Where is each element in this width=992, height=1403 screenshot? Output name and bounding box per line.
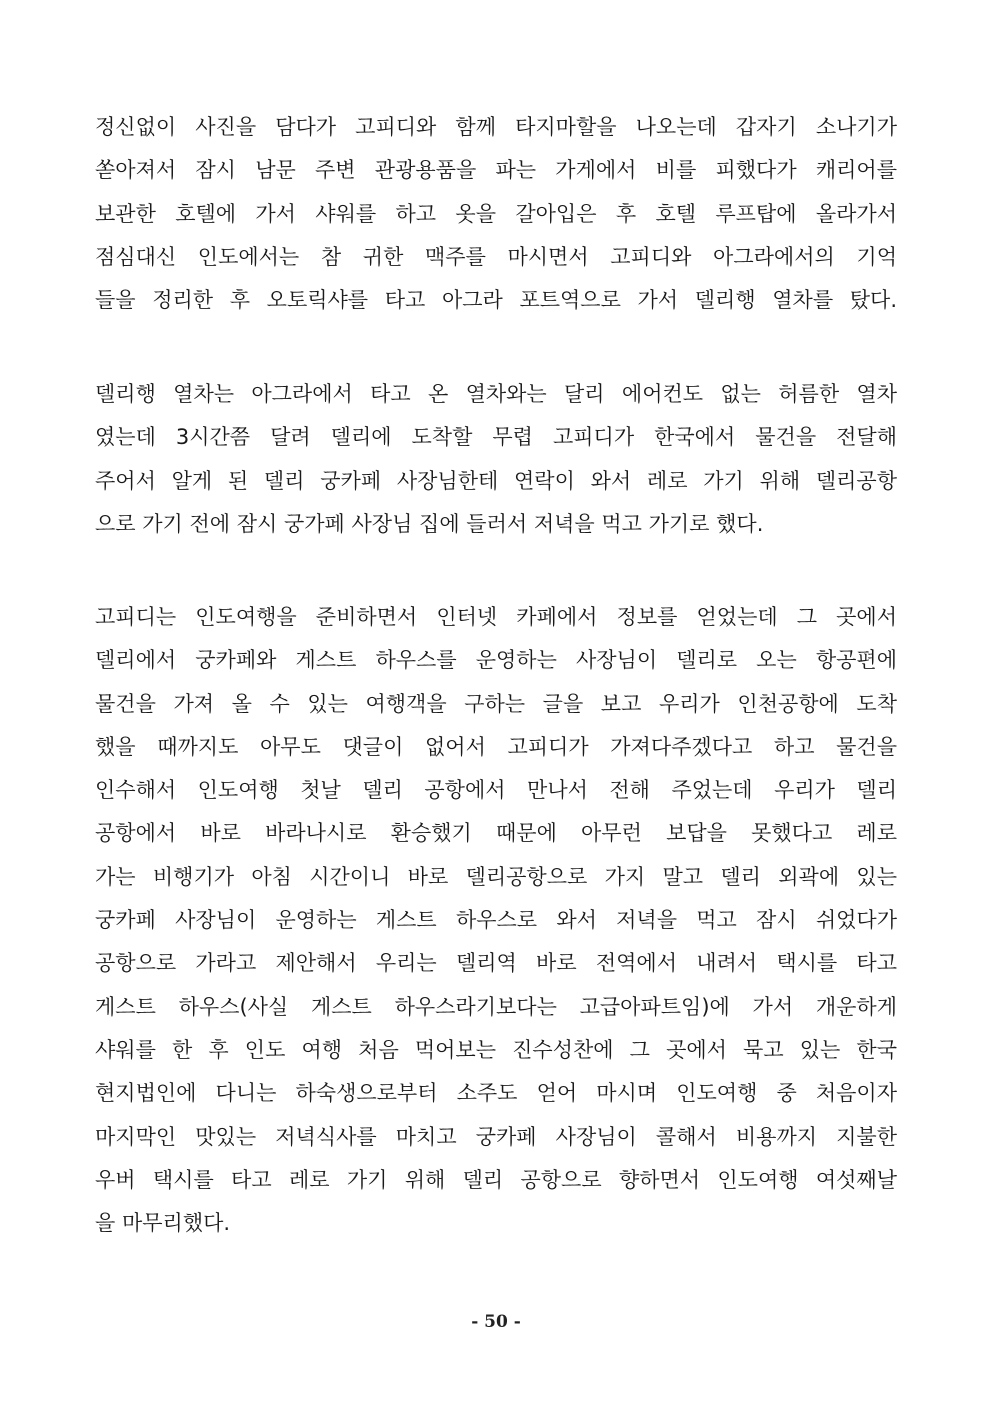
text-line: 샤워를 한 후 인도 여행 처음 먹어보는 진수성찬에 그 곳에서 묵고 있는 한국	[95, 1037, 897, 1062]
text-line: 들을 정리한 후 오토릭샤를 타고 아그라 포트역으로 가서 델리행 열차를 탔다.	[95, 288, 897, 313]
text-line: 정신없이 사진을 담다가 고피디와 함께 타지마할을 나오는데 갑자기 소나기가	[95, 115, 897, 139]
text-line: 쏟아져서 잠시 남문 주변 관광용품을 파는 가게에서 비를 피했다가 캐리어를	[95, 158, 897, 183]
text-line: 였는데 3시간쯤 달려 델리에 도착할 무렵 고피디가 한국에서 물건을 전달해	[95, 425, 897, 450]
text-line: 인수해서 인도여행 첫날 델리 공항에서 만나서 전해 주었는데 우리가 델리	[95, 778, 897, 803]
text-line: 궁카페 사장님이 운영하는 게스트 하우스로 와서 저녁을 먹고 잠시 쉬었다가	[95, 908, 897, 933]
text-line: 현지법인에 다니는 하숙생으로부터 소주도 얻어 마시며 인도여행 중 처음이자	[95, 1081, 897, 1106]
text-line: 마지막인 맛있는 저녁식사를 마치고 궁카페 사장님이 콜해서 비용까지 지불한	[95, 1124, 897, 1149]
text-line: 델리에서 궁카페와 게스트 하우스를 운영하는 사장님이 델리로 오는 항공편에	[95, 648, 897, 673]
text-line: 공항에서 바로 바라나시로 환승했기 때문에 아무런 보답을 못했다고 레로	[95, 821, 897, 846]
text-line: 물건을 가져 올 수 있는 여행객을 구하는 글을 보고 우리가 인천공항에 도착	[95, 691, 897, 716]
text-line: 주어서 알게 된 델리 궁카페 사장님한테 연락이 와서 레로 가기 위해 델리공항	[95, 468, 897, 493]
text-line: 게스트 하우스(사실 게스트 하우스라기보다는 고급아파트임)에 가서 개운하게	[95, 994, 897, 1019]
text-line: 을 마무리했다.	[95, 1211, 231, 1236]
page-number: - 50 -	[471, 1312, 521, 1332]
text-line: 가는 비행기가 아침 시간이니 바로 델리공항으로 가지 말고 델리 외곽에 있는	[95, 864, 897, 889]
paragraph-1	[95, 106, 897, 322]
text-line: 으로 가기 전에 잠시 궁가페 사장님 집에 들러서 저녁을 먹고 가기로 했다.	[95, 511, 764, 536]
paragraph-2	[95, 373, 897, 546]
text-line: 고피디는 인도여행을 준비하면서 인터넷 카페에서 정보를 얻었는데 그 곳에서	[95, 605, 897, 629]
paragraph-3	[95, 596, 897, 1245]
text-line: 델리행 열차는 아그라에서 타고 온 열차와는 달리 에어컨도 없는 허름한 열차	[95, 382, 897, 406]
text-line: 점심대신 인도에서는 참 귀한 맥주를 마시면서 고피디와 아그라에서의 기억	[95, 244, 897, 269]
text-line: 공항으로 가라고 제안해서 우리는 델리역 바로 전역에서 내려서 택시를 타고	[95, 951, 897, 976]
text-line: 보관한 호텔에 가서 샤워를 하고 옷을 갈아입은 후 호텔 루프탑에 올라가서	[95, 201, 897, 226]
text-line: 했을 때까지도 아무도 댓글이 없어서 고피디가 가져다주겠다고 하고 물건을	[95, 734, 897, 759]
text-line: 우버 택시를 타고 레로 가기 위해 델리 공항으로 향하면서 인도여행 여섯째날	[95, 1167, 897, 1192]
